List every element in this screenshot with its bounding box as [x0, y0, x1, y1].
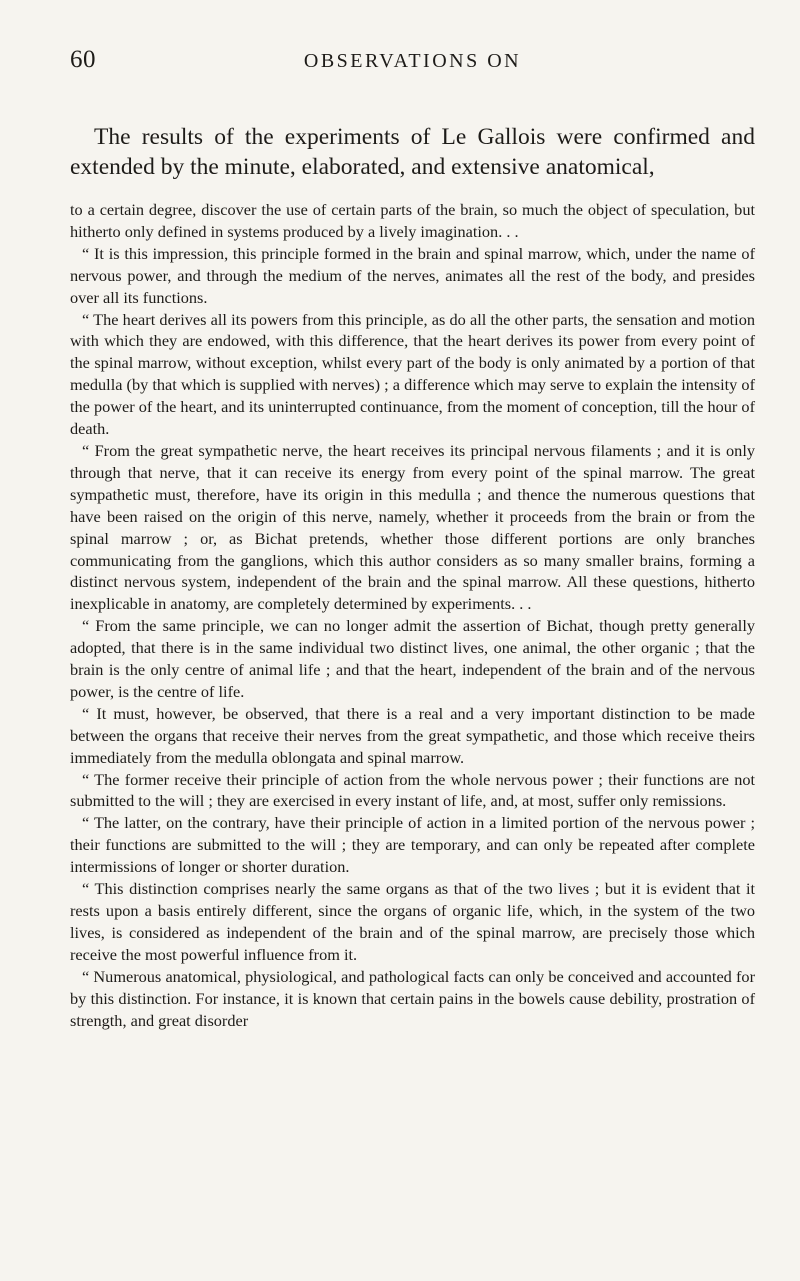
paragraph: “ The heart derives all its powers from this principle, as do all the other parts, the sensation and motion with which they are endowed, with this difference, that the heart derives its power from every point of the spinal marrow, without exception, whilst every part of the body is only animated by a portion of that medulla (by that which is supplied with nerves) ; a difference which may serve to explain the intensity of the power of the heart, and its uninterrupted continuance, from the moment of conception, till the hour of death.: [70, 309, 755, 439]
paragraph: “ From the great sympathetic nerve, the heart receives its principal nervous filaments ; and it is only through that nerve, that it can receive its energy from every point of the spinal marrow. The great sympathetic must, therefore, have its origin in this medulla ; and thence the numerous questions that have been raised on the origin of this nerve, namely, whether it proceeds from the brain or from the spinal marrow ; or, as Bichat pretends, whether those different portions are only branches communicating from the ganglions, which this author considers as so many smaller brains, forming a distinct nervous system, independent of the brain and the spinal marrow. All these questions, hitherto inexplicable in anatomy, are completely determined by experiments. . .: [70, 440, 755, 614]
paragraph: “ The former receive their principle of action from the whole nervous power ; their functions are not submitted to the will ; they are exercised in every instant of life, and, at most, suffer only remissions.: [70, 769, 755, 811]
paragraph: to a certain degree, discover the use of certain parts of the brain, so much the object of speculation, but hitherto only defined in systems produced by a lively imagination. . .: [70, 200, 755, 241]
paragraph: “ This distinction comprises nearly the same organs as that of the two lives ; but it is evident that it rests upon a basis entirely different, since the organs of organic life, which, in the system of the two lives, is considered as independent of the brain and of the spinal marrow, are precisely those which receive the most powerful influence from it.: [70, 879, 755, 964]
paragraph: “ It must, however, be observed, that there is a real and a very important distinction to be made between the organs that receive their nerves from the great sympathetic, and those which receive theirs immediately from the medulla oblongata and spinal marrow.: [70, 703, 755, 767]
lead-paragraph: The results of the experiments of Le Gallois were confirmed and extended by the minute, elaborated, and extensive anatomical,: [70, 124, 755, 180]
paragraph: “ Numerous anatomical, physiological, and pathological facts can only be conceived and accounted for by this distinction. For instance, it is known that certain pains in the bowels cause debility, prostration of strength, and great disorder: [70, 966, 755, 1030]
paragraph: “ The latter, on the contrary, have their principle of action in a limited portion of the nervous power ; their functions are submitted to the will ; they are temporary, and can only be repeated after complete intermissions of longer or shorter duration.: [70, 813, 755, 877]
running-head: OBSERVATIONS ON: [303, 50, 522, 72]
book-page: [70, 40, 755, 1255]
body-text: [70, 199, 755, 1031]
page-number: 60: [70, 46, 96, 73]
page-header: [70, 40, 755, 84]
paragraph: “ From the same principle, we can no longer admit the assertion of Bichat, though pretty generally adopted, that there is in the same individual two distinct lives, one animal, the other organic ; that the brain is the only centre of animal life ; and that the heart, independent of the brain and of the nervous power, is the centre of life.: [70, 616, 755, 701]
paragraph: “ It is this impression, this principle formed in the brain and spinal marrow, which, under the name of nervous power, and through the medium of the nerves, animates all the rest of the body, and presides over all its functions.: [70, 243, 755, 307]
